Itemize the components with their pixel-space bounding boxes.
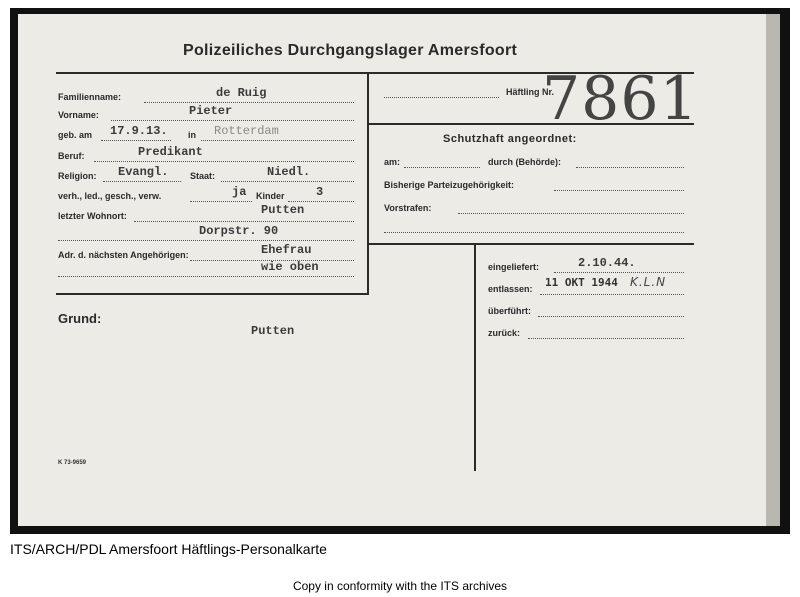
schutzhaft-durch-label: durch (Behörde): (488, 157, 561, 167)
prisoner-number: 7861 (542, 64, 699, 134)
beruf-value: Predikant (138, 145, 203, 159)
schutzhaft-am-line (404, 167, 480, 168)
geb-date-line (101, 140, 171, 141)
left-box-divider (367, 72, 369, 294)
entlassen-note: K.L.N (630, 275, 667, 289)
vorname-label: Vorname: (58, 110, 99, 120)
beruf-label: Beruf: (58, 151, 85, 161)
vorname-value: Pieter (189, 104, 233, 118)
eingeliefert-value: 2.10.44. (578, 256, 636, 270)
street-value: Dorpstr. 90 (199, 224, 279, 238)
zurueck-line (528, 338, 684, 339)
personal-card (18, 14, 780, 526)
vorname-line (111, 120, 354, 121)
geb-place-value: Rotterdam (214, 124, 279, 138)
ueberfuehrt-line (538, 316, 684, 317)
card-edge-strip (766, 14, 780, 526)
wohnort-value: Putten (261, 203, 305, 217)
status-label: verh., led., gesch., verw. (58, 191, 162, 201)
familienname-label: Familienname: (58, 92, 122, 102)
angehoerige-addr-line (58, 276, 354, 277)
wohnort-line (134, 221, 354, 222)
kinder-label: Kinder (256, 191, 285, 201)
geb-label: geb. am (58, 130, 93, 140)
kinder-line (288, 201, 354, 202)
zurueck-label: zurück: (488, 328, 521, 338)
card-title: Polizeiliches Durchgangslager Amersfoort (183, 42, 518, 59)
grund-label: Grund: (58, 311, 102, 326)
copy-note: Copy in conformity with the ITS archives (292, 579, 508, 593)
geb-date-value: 17.9.13. (110, 124, 168, 138)
vorstrafen-line (458, 213, 684, 214)
entlassen-date-stamp: 11 OKT 1944 (545, 276, 618, 289)
eingeliefert-line (554, 272, 684, 273)
beruf-line (94, 161, 354, 162)
staat-value: Niedl. (267, 165, 311, 179)
prisoner-number-label: Häftling Nr. (506, 87, 555, 97)
partei-label: Bisherige Parteizugehörigkeit: (384, 180, 515, 190)
familienname-line (144, 102, 354, 103)
religion-label: Religion: (58, 171, 97, 181)
grund-value: Putten (251, 324, 295, 338)
schutzhaft-rule (367, 243, 694, 245)
wohnort-label: letzter Wohnort: (58, 211, 127, 221)
familienname-value: de Ruig (216, 86, 267, 100)
kinder-value: 3 (316, 185, 324, 199)
form-number: K 73-9659 (58, 460, 87, 466)
bottom-divider (474, 243, 476, 471)
angehoerige-value: Ehefrau (261, 243, 312, 257)
angehoerige-addr-value: wie oben (261, 260, 319, 274)
vorstrafen-line-2 (384, 232, 684, 233)
left-box-bottom-rule (56, 293, 369, 295)
vorstrafen-label: Vorstrafen: (384, 203, 432, 213)
entlassen-label: entlassen: (488, 284, 533, 294)
ueberfuehrt-label: überführt: (488, 306, 531, 316)
number-line (384, 97, 499, 98)
status-line (190, 201, 252, 202)
partei-line (554, 190, 684, 191)
geb-place-line (201, 140, 354, 141)
religion-line (103, 181, 181, 182)
staat-label: Staat: (190, 171, 216, 181)
religion-value: Evangl. (118, 165, 169, 179)
street-line (58, 240, 354, 241)
status-value: ja (232, 185, 247, 199)
schutzhaft-am-label: am: (384, 157, 401, 167)
schutzhaft-durch-line (576, 167, 684, 168)
entlassen-line (540, 294, 684, 295)
schutzhaft-heading: Schutzhaft angeordnet: (443, 133, 577, 145)
angehoerige-label: Adr. d. nächsten Angehörigen: (58, 250, 189, 260)
archive-caption: ITS/ARCH/PDL Amersfoort Häftlings-Personalkarte (10, 541, 327, 557)
geb-in-label: in (188, 130, 196, 140)
staat-line (221, 181, 354, 182)
eingeliefert-label: eingeliefert: (488, 262, 540, 272)
